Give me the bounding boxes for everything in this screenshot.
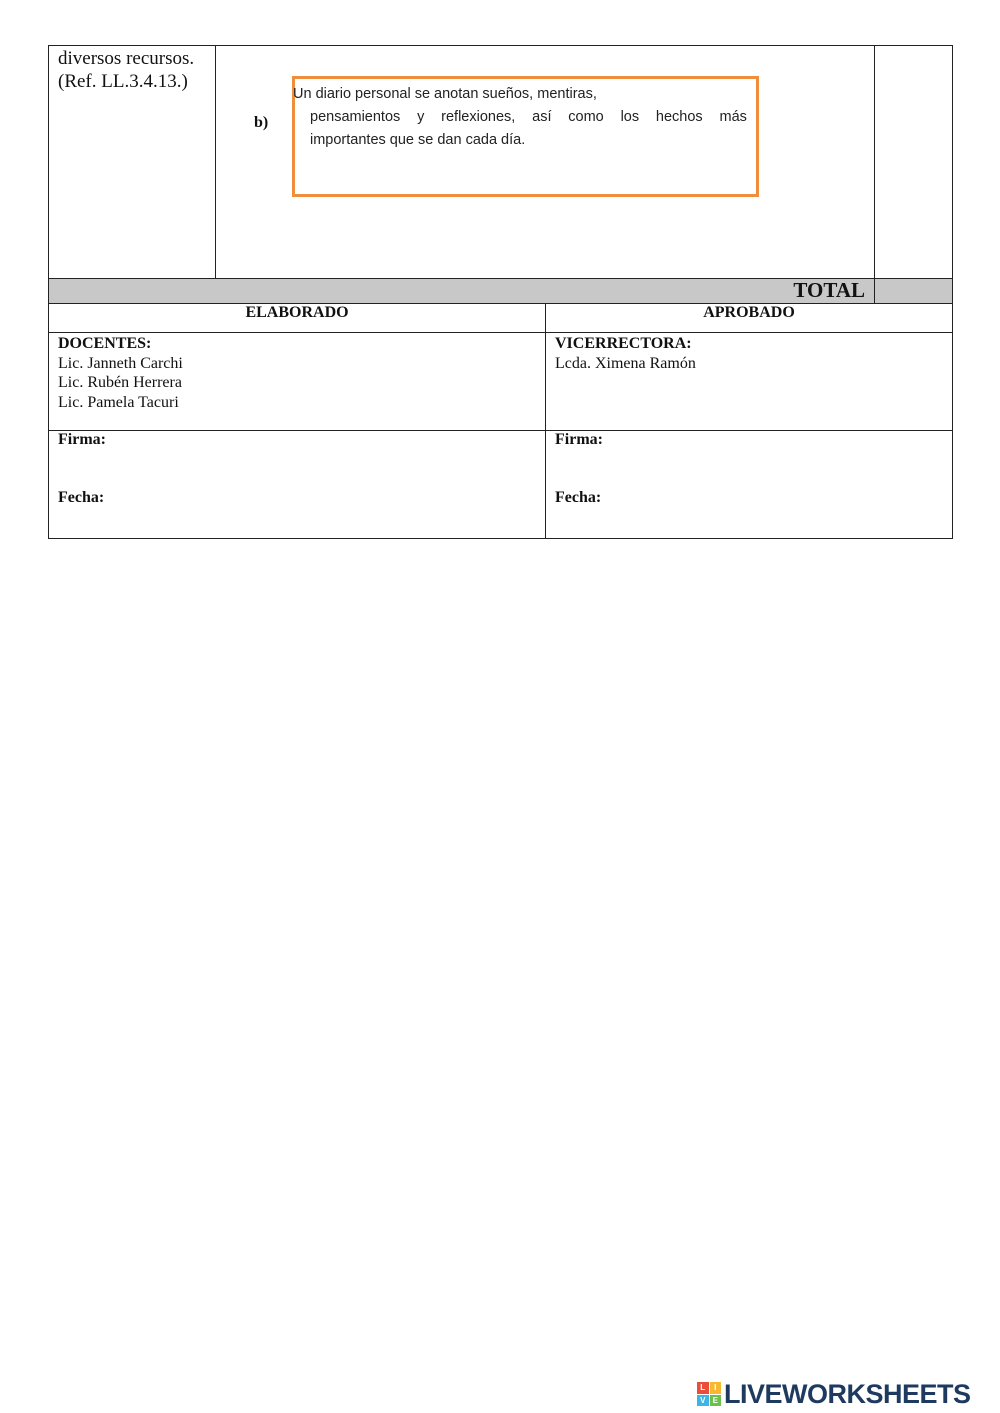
firma-label-right: Firma:	[555, 431, 603, 448]
criteria-cell	[58, 47, 214, 93]
answer-word: como	[568, 109, 604, 125]
option-letter: b)	[254, 114, 269, 131]
answer-word: reflexiones,	[441, 109, 516, 125]
criteria-reference: (Ref. LL.3.4.13.)	[58, 71, 188, 92]
docente-name: Lic. Rubén Herrera	[58, 374, 182, 391]
docente-name: Lic. Pamela Tacuri	[58, 393, 179, 411]
vicerrectora-name: Lcda. Ximena Ramón	[555, 354, 696, 372]
total-cell-divider	[874, 279, 875, 303]
table-top-border	[48, 45, 953, 46]
vicerrectora-label: VICERRECTORA:	[555, 335, 692, 352]
watermark-text: LIVEWORKSHEETS	[724, 1378, 971, 1409]
answer-word: pensamientos	[310, 109, 401, 125]
docentes-block	[58, 334, 538, 412]
answer-box[interactable]	[292, 76, 759, 197]
logo-letter: I	[710, 1382, 722, 1394]
vicerrectora-block	[555, 334, 945, 373]
elaborado-header: ELABORADO	[245, 304, 349, 321]
answer-line-1: Un diario personal se anotan sueños, mentiras,	[293, 86, 597, 102]
liveworksheets-watermark	[697, 1377, 997, 1411]
column-divider-2	[874, 45, 875, 303]
logo-letter: E	[710, 1395, 722, 1407]
signature-column-divider	[545, 303, 546, 539]
answer-word: así	[532, 109, 552, 125]
answer-line-3: importantes que se dan cada día.	[310, 132, 526, 148]
logo-letter: V	[697, 1395, 709, 1407]
answer-word: y	[417, 109, 425, 125]
row-divider-headers	[48, 332, 953, 333]
answer-line-2	[310, 109, 747, 125]
answer-word: más	[719, 109, 747, 125]
docente-name: Lic. Janneth Carchi	[58, 354, 183, 372]
answer-word: hechos	[655, 109, 703, 125]
column-divider-1	[215, 45, 216, 279]
aprobado-header: APROBADO	[703, 304, 795, 321]
total-label: TOTAL	[793, 278, 865, 302]
table-bottom-border	[48, 538, 953, 539]
firma-label-left: Firma:	[58, 431, 106, 448]
fecha-label-left: Fecha:	[58, 489, 105, 506]
answer-word: los	[620, 109, 640, 125]
logo-letter: L	[697, 1382, 709, 1394]
row-divider-names	[48, 430, 953, 431]
table-right-border	[952, 45, 953, 539]
docentes-label: DOCENTES:	[58, 335, 152, 352]
criteria-line-1: diversos recursos.	[58, 48, 195, 69]
fecha-label-right: Fecha:	[555, 489, 602, 506]
liveworksheets-logo-icon	[697, 1382, 721, 1406]
